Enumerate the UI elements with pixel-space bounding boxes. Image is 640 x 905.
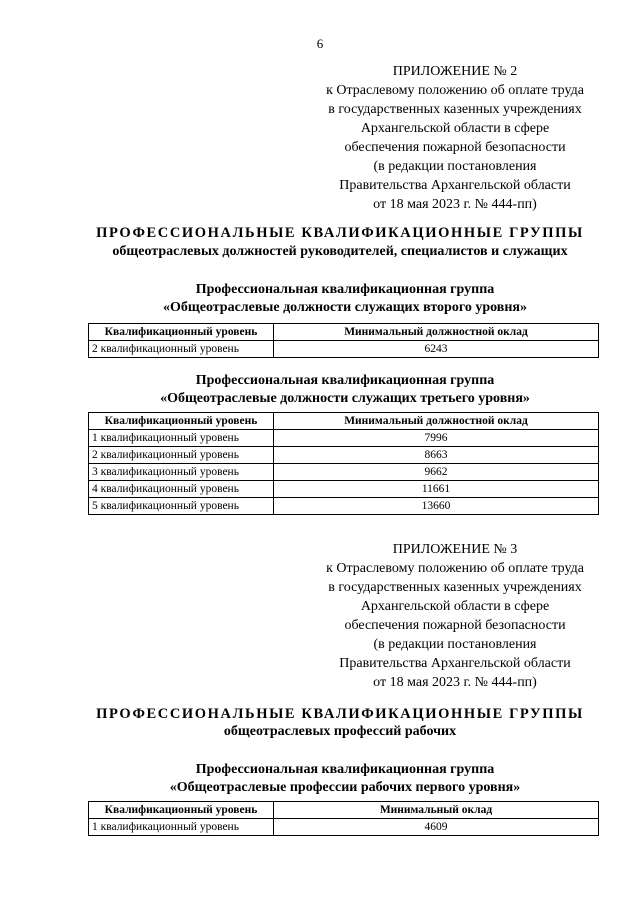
appendix-3-line: от 18 мая 2023 г. № 444-пп) [373, 675, 537, 690]
column-header-level: Квалификационный уровень [89, 802, 274, 819]
table-row [89, 498, 599, 515]
level-cell: 3 квалификационный уровень [89, 464, 274, 481]
level-cell: 1 квалификационный уровень [89, 819, 274, 836]
appendix-2-line: (в редакции постановления [373, 159, 537, 174]
page-number: 6 [316, 36, 324, 51]
salary-cell: 7996 [274, 430, 599, 447]
appendix-2-line: в государственных казенных учреждениях [328, 102, 582, 117]
group-1-title: Профессиональная квалификационная группа [195, 282, 495, 297]
table-row [89, 447, 599, 464]
section-1-subtitle: общеотраслевых должностей руководителей, специалистов и служащих [112, 244, 568, 259]
appendix-2-line: к Отраслевому положению об оплате труда [326, 83, 584, 98]
appendix-3-line: к Отраслевому положению об оплате труда [326, 561, 584, 576]
table-row [89, 481, 599, 498]
section-1-title: ПРОФЕССИОНАЛЬНЫЕ КВАЛИФИКАЦИОННЫЕ ГРУППЫ [96, 225, 584, 241]
column-header-salary: Минимальный оклад [274, 802, 599, 819]
group-3-title: Профессиональная квалификационная группа [195, 762, 495, 777]
table-header-row [89, 802, 599, 819]
column-header-level: Квалификационный уровень [89, 324, 274, 341]
appendix-2-header [300, 62, 610, 214]
section-2-subtitle: общеотраслевых профессий рабочих [223, 724, 457, 739]
appendix-3-line: (в редакции постановления [373, 637, 537, 652]
group-2-name: «Общеотраслевые должности служащих третьего уровня» [160, 391, 530, 406]
section-2-title: ПРОФЕССИОНАЛЬНЫЕ КВАЛИФИКАЦИОННЫЕ ГРУППЫ [96, 706, 584, 722]
group-2-title: Профессиональная квалификационная группа [195, 373, 495, 388]
appendix-3-title: ПРИЛОЖЕНИЕ № 3 [392, 542, 518, 557]
column-header-level: Квалификационный уровень [89, 413, 274, 430]
table-row [89, 819, 599, 836]
appendix-2-title: ПРИЛОЖЕНИЕ № 2 [392, 64, 518, 79]
table-row [89, 341, 599, 358]
column-header-salary: Минимальный должностной оклад [274, 324, 599, 341]
salary-cell: 8663 [274, 447, 599, 464]
appendix-2-line: обеспечения пожарной безопасности [344, 140, 566, 155]
group-3-table [88, 801, 599, 836]
column-header-salary: Минимальный должностной оклад [274, 413, 599, 430]
appendix-2-line: Правительства Архангельской области [339, 178, 571, 193]
group-3-name: «Общеотраслевые профессии рабочих первого уровня» [169, 780, 521, 795]
level-cell: 1 квалификационный уровень [89, 430, 274, 447]
group-2-table [88, 412, 599, 515]
table-header-row [89, 324, 599, 341]
appendix-3-header [300, 540, 610, 692]
level-cell: 2 квалификационный уровень [89, 447, 274, 464]
salary-cell: 11661 [274, 481, 599, 498]
level-cell: 2 квалификационный уровень [89, 341, 274, 358]
level-cell: 4 квалификационный уровень [89, 481, 274, 498]
table-row [89, 430, 599, 447]
appendix-2-line: от 18 мая 2023 г. № 444-пп) [373, 197, 537, 212]
appendix-2-line: Архангельской области в сфере [360, 121, 550, 136]
appendix-3-line: Правительства Архангельской области [339, 656, 571, 671]
table-row [89, 464, 599, 481]
salary-cell: 4609 [274, 819, 599, 836]
appendix-3-line: Архангельской области в сфере [360, 599, 550, 614]
table-header-row [89, 413, 599, 430]
group-1-name: «Общеотраслевые должности служащих второго уровня» [163, 300, 527, 315]
salary-cell: 9662 [274, 464, 599, 481]
level-cell: 5 квалификационный уровень [89, 498, 274, 515]
appendix-3-line: в государственных казенных учреждениях [328, 580, 582, 595]
appendix-3-line: обеспечения пожарной безопасности [344, 618, 566, 633]
salary-cell: 13660 [274, 498, 599, 515]
salary-cell: 6243 [274, 341, 599, 358]
group-1-table [88, 323, 599, 358]
